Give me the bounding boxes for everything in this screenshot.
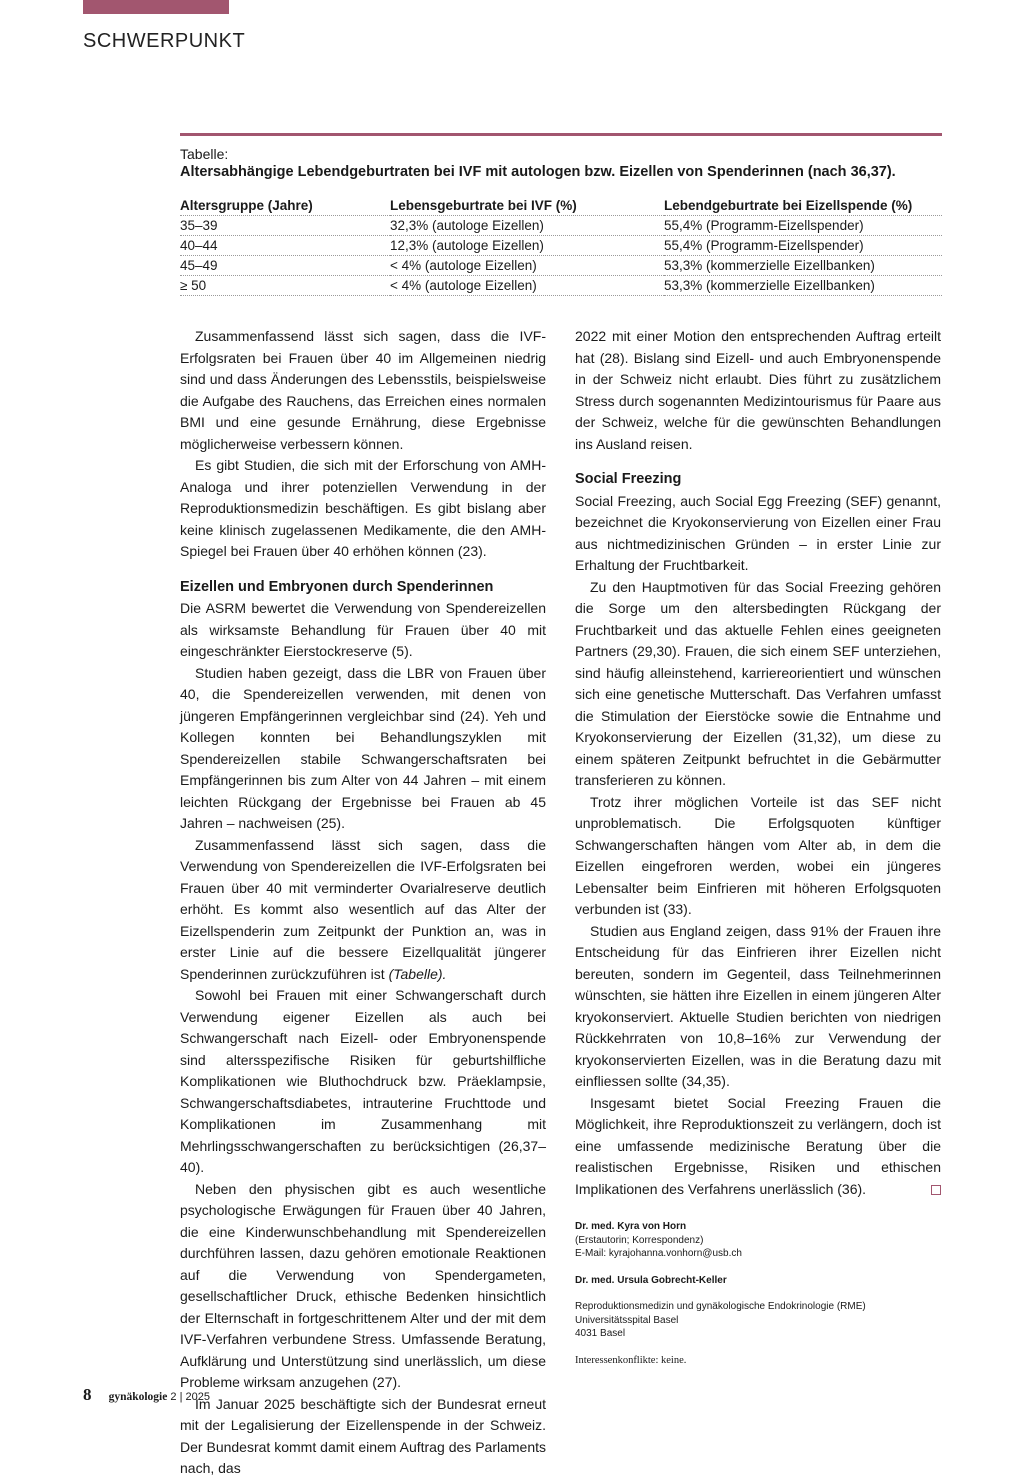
- paragraph: [575, 1093, 941, 1201]
- table-cell: 55,4% (Programm-Eizellspender): [664, 236, 942, 256]
- conflicts-of-interest: Interessenkonflikte: keine.: [575, 1354, 687, 1366]
- section-heading: Social Freezing: [575, 471, 682, 487]
- paragraph-text: Insgesamt bietet Social Freezing Frauen die Möglichkeit, ihre Reproduktionszeit zu verlängern, doch ist eine umfassende medizinische Beratung über die realistischen Ergebnisse, Risiken und ethischen Implikationen des Verfahrens unerlässlich (36).: [575, 1094, 941, 1197]
- table-block: [180, 133, 942, 296]
- institution-line: 4031 Basel: [575, 1328, 626, 1339]
- table-cell: 55,4% (Programm-Eizellspender): [664, 216, 942, 236]
- right-column: [575, 326, 941, 1367]
- table-cell: 12,3% (autologe Eizellen): [390, 236, 664, 256]
- table-cell: < 4% (autologe Eizellen): [390, 256, 664, 276]
- table-header-row: [180, 196, 942, 216]
- table-cell: ≥ 50: [180, 276, 390, 296]
- author-info: [575, 1220, 941, 1367]
- institution-line: Universitätsspital Basel: [575, 1314, 679, 1326]
- paragraph: Neben den physischen gibt es auch wesentliche psychologische Erwägungen für Frauen über 40 Jahren, die eine Kinderwunschbehandlung mit Spendereizellen durchführen lassen, dazu gehören emotionale Reaktionen auf die Verwendung von Spendergameten, gesellschaftlicher Druck, ethische Bedenken hinsichtlich der Elternschaft in fortgeschrittenem Alter und der mit dem IVF-Verfahren verbundene Stress. Umfassende Beratung, Aufklärung und Unterstützung sind unerlässlich, um diese Probleme wirksam anzugehen (27).: [180, 1180, 546, 1390]
- author-name: Dr. med. Kyra von Horn: [575, 1221, 687, 1232]
- table-row: [180, 276, 942, 296]
- section-heading: Eizellen und Embryonen durch Spenderinnen: [180, 578, 494, 595]
- table-cell: 40–44: [180, 236, 390, 256]
- page-footer: [83, 1385, 210, 1405]
- table-reference: (Tabelle).: [388, 965, 447, 982]
- data-table: [180, 196, 942, 296]
- column-header: Lebendgeburtrate bei Eizellspende (%): [664, 196, 942, 216]
- table-kicker: Tabelle:: [180, 146, 229, 162]
- section-label: SCHWERPUNKT: [83, 30, 246, 52]
- paragraph: Trotz ihrer möglichen Vorteile ist das SEF nicht unproblematisch. Die Erfolgsquoten künftiger Schwangerschaften hängen vom Alter ab, in dem die Eizellen eingefroren werden, wobei ein jüngeres Lebensalter beim Einfrieren mit höheren Erfolgsquoten verbunden ist (33).: [575, 793, 941, 917]
- author-email[interactable]: E-Mail: kyrajohanna.vonhorn@usb.ch: [575, 1248, 742, 1259]
- column-header: Lebensgeburtrate bei IVF (%): [390, 196, 664, 216]
- paragraph: Es gibt Studien, die sich mit der Erforschung von AMH-Analoga und ihrer potenziellen Verwendung in der Reproduktionsmedizin beschäftigen. Es gibt bislang aber keine klinisch zugelassenen Medikamente, die den AMH-Spiegel bei Frauen über 40 erhöhen können (23).: [180, 457, 546, 559]
- author-name: Dr. med. Ursula Gobrecht-Keller: [575, 1274, 727, 1286]
- table-row: [180, 216, 942, 236]
- table-cell: 53,3% (kommerzielle Eizellbanken): [664, 256, 942, 276]
- table-cell: 53,3% (kommerzielle Eizellbanken): [664, 276, 942, 296]
- end-of-article-icon: [931, 1185, 941, 1195]
- left-column: [180, 326, 546, 1480]
- paragraph: Sowohl bei Frauen mit einer Schwangerschaft durch Verwendung eigener Eizellen als auch bei Schwangerschaft nach Eizell- oder Embryonenspende sind altersspezifische Risiken für geburtshilfliche Komplikationen wie Bluthochdruck bzw. Präeklampsie, Schwangerschaftsdiabetes, intrauterine Fruchttode und Komplikationen im Zusammenhang mit Mehrlingsschwangerschaften zu berücksichtigen (26,37–40).: [180, 987, 546, 1175]
- paragraph: Studien haben gezeigt, dass die LBR von Frauen über 40, die Spendereizellen verwenden, mit denen von jüngeren Empfängerinnen vergleichbar sind (24). Yeh und Kollegen konnten bei Behandlungszyklen mit Spendereizellen stabile Schwangerschaftsraten bei Empfängerinnen bis zum Alter von 44 Jahren – mit einem leichten Rückgang der Ergebnisse bei Frauen ab 45 Jahren – nachweisen (25).: [180, 664, 546, 831]
- table-title: Altersabhängige Lebendgeburtraten bei IVF mit autologen bzw. Eizellen von Spenderinnen (nach 36,37).: [180, 164, 896, 180]
- paragraph: Die ASRM bewertet die Verwendung von Spendereizellen als wirksamste Behandlung für Frauen über 40 mit eingeschränkter Eierstockreserve (5).: [180, 600, 546, 659]
- header-accent-bar: [83, 0, 229, 14]
- paragraph: Im Januar 2025 beschäftigte sich der Bundesrat erneut mit der Legalisierung der Eizellenspende in der Schweiz. Der Bundesrat kommt damit einem Auftrag des Parlaments nach, das: [180, 1395, 546, 1476]
- page-number: 8: [83, 1385, 92, 1404]
- table-row: [180, 256, 942, 276]
- table-cell: 35–39: [180, 216, 390, 236]
- paragraph: Zu den Hauptmotiven für das Social Freezing gehören die Sorge um den altersbedingten Rückgang der Fruchtbarkeit und das aktuelle Fehlen eines geeigneten Partners (29,30). Frauen, die sich einem SEF unterziehen, sind häufig alleinstehend, karriereorientiert und wünschen sich eine genetische Mutterschaft. Das Verfahren umfasst die Stimulation der Eierstöcke sowie die Entnahme und Kryokonservierung der Eizellen (31,32), um diese zu einem späteren Zeitpunkt befruchtet in die Gebärmutter transferieren zu können.: [575, 578, 941, 788]
- table-cell: < 4% (autologe Eizellen): [390, 276, 664, 296]
- paragraph-text: Zusammenfassend lässt sich sagen, dass die Verwendung von Spendereizellen die IVF-Erfolgsraten bei Frauen über 40 mit verminderter Ovarialreserve deutlich erhöht. Es kommt also wesentlich auf das Alter der Eizellspenderin zum Zeitpunkt der Punktion an, was in erster Linie auf die bessere Eizellqualität jüngerer Spenderinnen zurückzuführen ist: [180, 836, 546, 982]
- table-cell: 45–49: [180, 256, 390, 276]
- paragraph: Studien aus England zeigen, dass 91% der Frauen ihre Entscheidung für das Einfrieren ihrer Eizellen nicht bereuten, sondern im Gegenteil, dass Teilnehmerinnen wünschten, sie hätten ihre Eizellen in einem jüngeren Alter kryokonserviert. Aktuelle Studien berichten von niedrigen Rückkehrraten von 10,8–16% zur Verwendung der kryokonservierten Eizellen, was in die Beratung dazu mit einfliessen sollte (34,35).: [575, 922, 941, 1089]
- table-cell: 32,3% (autologe Eizellen): [390, 216, 664, 236]
- issue-number: 2 | 2025: [170, 1391, 210, 1403]
- author-role: (Erstautorin; Korrespondenz): [575, 1234, 704, 1246]
- paragraph: 2022 mit einer Motion den entsprechenden Auftrag erteilt hat (28). Bislang sind Eizell- und auch Embryonenspende in der Schweiz nicht erlaubt. Dies führt zu zusätzlichem Stress durch sogenannten Medizintourismus für Paare aus der Schweiz, welche für die gewünschten Behandlungen ins Ausland reisen.: [575, 328, 941, 452]
- paragraph: Zusammenfassend lässt sich sagen, dass die IVF-Erfolgsraten bei Frauen über 40 im Allgemeinen niedrig sind und dass Änderungen des Lebensstils, beispielsweise die Aufgabe des Rauchens, das Erreichen eines normalen BMI und eine gesunde Ernährung, diese Ergebnisse möglicherweise verbessern können.: [180, 328, 546, 452]
- column-header: Altersgruppe (Jahre): [180, 196, 390, 216]
- table-top-rule: [180, 133, 942, 136]
- institution-line: Reproduktionsmedizin und gynäkologische Endokrinologie (RME): [575, 1301, 866, 1312]
- table-row: [180, 236, 942, 256]
- journal-name: gynäkologie: [108, 1391, 168, 1403]
- paragraph: [180, 835, 546, 986]
- paragraph: Social Freezing, auch Social Egg Freezing (SEF) genannt, bezeichnet die Kryokonservierung von Eizellen einer Frau aus nichtmedizinischen Gründen – in erster Linie zur Erhaltung der Fruchtbarkeit.: [575, 492, 941, 573]
